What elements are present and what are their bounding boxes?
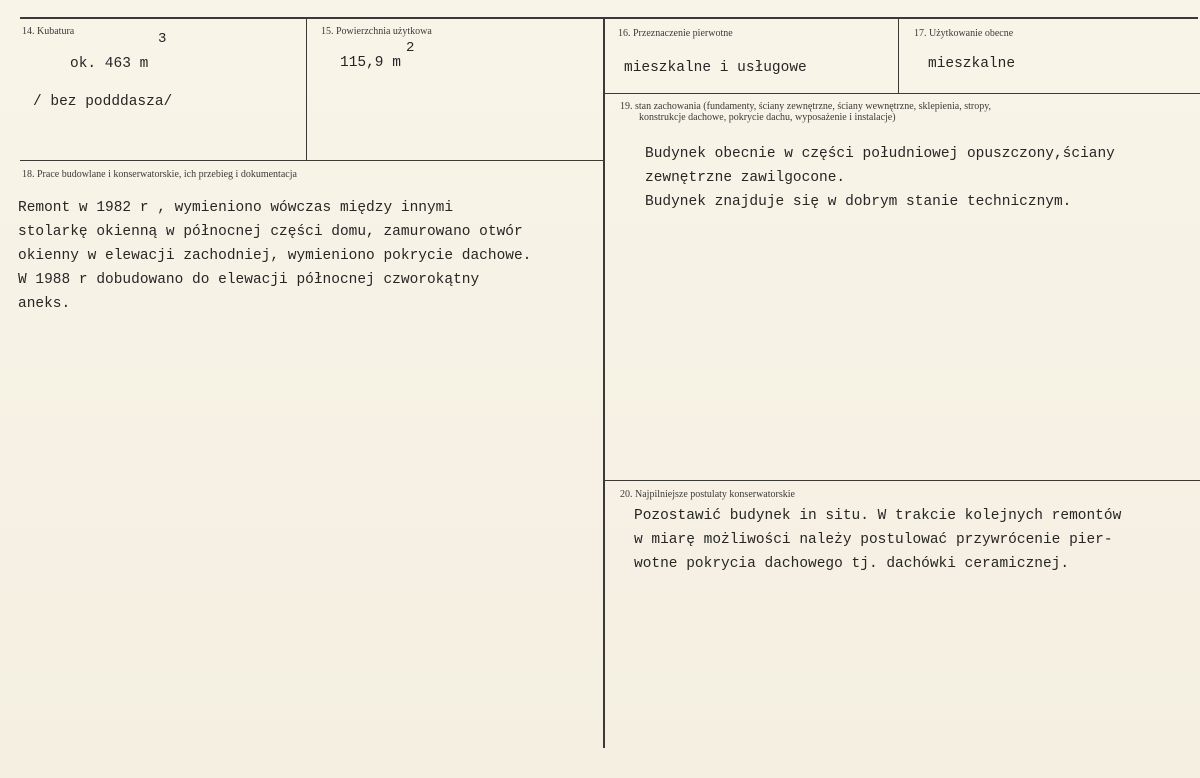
field-16-label: 16. Przeznaczenie pierwotne — [618, 28, 733, 39]
field-18-line: okienny w elewacji zachodniej, wymieniono pokrycie dachowe. — [18, 248, 532, 264]
field-18-line: W 1988 r dobudowano do elewacji północnej czworokątny — [18, 272, 480, 288]
field-14-value: ok. 463 m — [70, 56, 149, 72]
field-16-value: mieszkalne i usługowe — [624, 60, 807, 76]
field-18-label: 18. Prace budowlane i konserwatorskie, ich przebieg i dokumentacja — [22, 169, 297, 180]
field-19-label-line1: 19. stan zachowania (fundamenty, ściany zewnętrzne, ściany wewnętrzne, sklepienia, stropy, — [620, 101, 992, 112]
field-15-value: 115,9 m — [340, 55, 401, 71]
field-19-label-line2: konstrukcje dachowe, pokrycie dachu, wyposażenie i instalacje) — [639, 112, 896, 123]
field-20-text — [634, 504, 1121, 576]
field-15-superscript: 2 — [406, 40, 415, 56]
field-20-line: wotne pokrycia dachowego tj. dachówki ceramicznej. — [634, 556, 1070, 572]
field-14-superscript: 3 — [158, 31, 167, 47]
field-17-label: 17. Użytkowanie obecne — [914, 28, 1014, 39]
field-18-line: Remont w 1982 r , wymieniono wówczas między innymi — [18, 200, 454, 216]
field-18-text — [18, 196, 531, 316]
field-20-line: Pozostawić budynek in situ. W trakcie kolejnych remontów — [634, 508, 1122, 524]
field-19-line: Budynek obecnie w części południowej opuszczony,ściany — [645, 146, 1115, 162]
field-20-label: 20. Najpilniejsze postulaty konserwatorskie — [620, 489, 795, 500]
field-17-value: mieszkalne — [928, 56, 1016, 72]
f19-f20-divider — [604, 480, 1200, 481]
field-19-line: zewnętrzne zawilgocone. — [645, 170, 846, 186]
field-19-text — [645, 142, 1115, 214]
field-14-label: 14. Kubatura — [22, 26, 75, 37]
field-14-note: / bez podddasza/ — [33, 94, 173, 110]
f16-f17-divider — [898, 18, 899, 94]
field-18-line: aneks. — [18, 296, 71, 312]
center-divider — [603, 18, 605, 748]
field-15-label: 15. Powierzchnia użytkowa — [321, 26, 432, 37]
field-18-line: stolarkę okienną w północnej części domu, zamurowano otwór — [18, 224, 523, 240]
field-19-line: Budynek znajduje się w dobrym stanie technicznym. — [645, 194, 1072, 210]
row1-right-bottom-rule — [604, 93, 1200, 94]
f14-f15-divider — [306, 18, 307, 161]
field-20-line: w miarę możliwości należy postulować przywrócenie pier- — [634, 532, 1113, 548]
row1-bottom-rule — [20, 160, 604, 161]
top-rule — [20, 17, 1198, 19]
